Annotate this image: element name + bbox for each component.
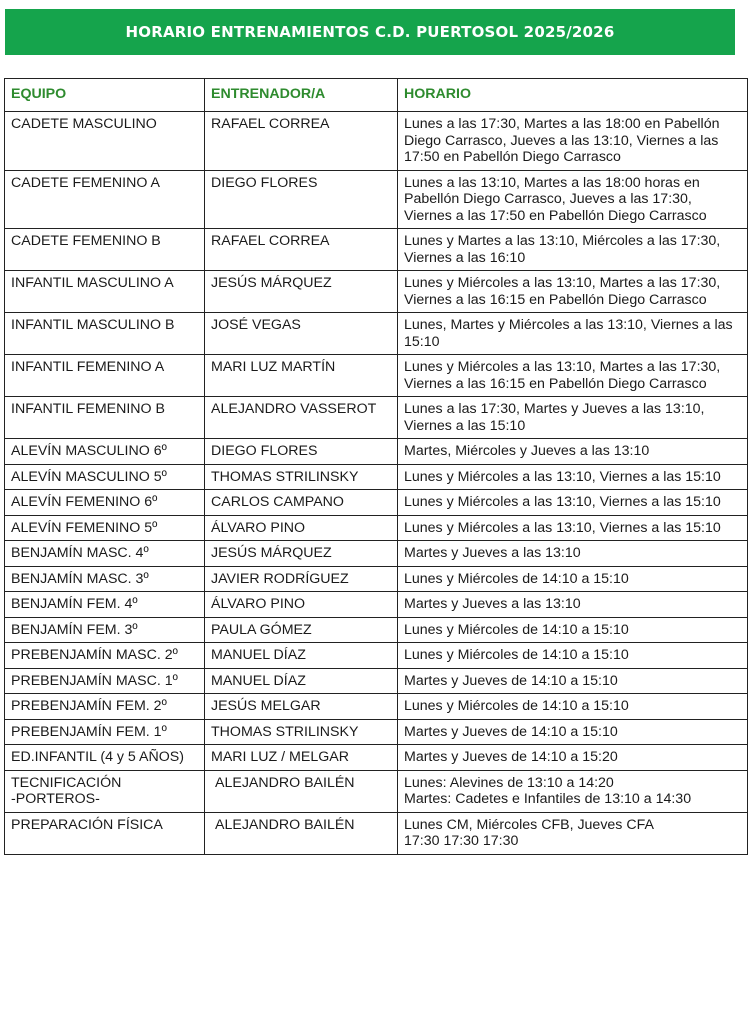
coach-cell: JESÚS MÁRQUEZ [205,271,398,313]
team-cell: CADETE FEMENINO A [5,170,205,229]
schedule-cell: Martes y Jueves a las 13:10 [398,592,748,618]
schedule-cell: Martes, Miércoles y Jueves a las 13:10 [398,439,748,465]
team-cell: PREBENJAMÍN FEM. 1º [5,719,205,745]
team-cell: CADETE FEMENINO B [5,229,205,271]
table-row [5,271,748,313]
schedule-cell: Lunes y Miércoles a las 13:10, Martes a las 17:30, Viernes a las 16:15 en Pabellón Diego Carrasco [398,355,748,397]
coach-cell: RAFAEL CORREA [205,112,398,171]
schedule-cell: Lunes y Miércoles a las 13:10, Viernes a las 15:10 [398,515,748,541]
schedule-cell: Lunes y Miércoles a las 13:10, Viernes a las 15:10 [398,490,748,516]
column-header-horario: HORARIO [398,79,748,112]
coach-cell: DIEGO FLORES [205,170,398,229]
coach-cell: JESÚS MÁRQUEZ [205,541,398,567]
table-row [5,566,748,592]
table-row [5,668,748,694]
coach-cell: ÁLVARO PINO [205,515,398,541]
team-cell: ALEVÍN MASCULINO 6º [5,439,205,465]
schedule-cell: Martes y Jueves de 14:10 a 15:10 [398,719,748,745]
table-row [5,643,748,669]
schedule-cell: Lunes y Miércoles de 14:10 a 15:10 [398,617,748,643]
table-row [5,515,748,541]
schedule-cell: Lunes y Miércoles de 14:10 a 15:10 [398,643,748,669]
coach-cell: MARI LUZ / MELGAR [205,745,398,771]
table-row [5,464,748,490]
schedule-cell: Lunes y Miércoles de 14:10 a 15:10 [398,566,748,592]
table-row [5,112,748,171]
coach-cell: CARLOS CAMPANO [205,490,398,516]
coach-cell: ÁLVARO PINO [205,592,398,618]
team-cell: TECNIFICACIÓN -PORTEROS- [5,770,205,812]
team-cell: CADETE MASCULINO [5,112,205,171]
schedule-cell: Lunes a las 17:30, Martes a las 18:00 en Pabellón Diego Carrasco, Jueves a las 13:10, Viernes a las 17:50 en Pabellón Diego Carrasco [398,112,748,171]
schedule-cell: Martes y Jueves de 14:10 a 15:10 [398,668,748,694]
coach-cell: ALEJANDRO VASSEROT [205,397,398,439]
schedule-cell: Lunes, Martes y Miércoles a las 13:10, Viernes a las 15:10 [398,313,748,355]
schedule-cell: Lunes a las 13:10, Martes a las 18:00 horas en Pabellón Diego Carrasco, Jueves a las 17:30, Viernes a las 17:50 en Pabellón Diego Carrasco [398,170,748,229]
table-row [5,170,748,229]
schedule-cell: Lunes y Miércoles a las 13:10, Martes a las 17:30, Viernes a las 16:15 en Pabellón Diego Carrasco [398,271,748,313]
team-cell: BENJAMÍN MASC. 4º [5,541,205,567]
table-row [5,313,748,355]
coach-cell: THOMAS STRILINSKY [205,719,398,745]
schedule-cell: Lunes a las 17:30, Martes y Jueves a las 13:10, Viernes a las 15:10 [398,397,748,439]
column-header-equipo: EQUIPO [5,79,205,112]
team-cell: INFANTIL FEMENINO A [5,355,205,397]
team-cell: PREPARACIÓN FÍSICA [5,812,205,854]
table-header-row [5,79,748,112]
team-cell: ALEVÍN MASCULINO 5º [5,464,205,490]
table-row [5,541,748,567]
team-cell: PREBENJAMÍN MASC. 1º [5,668,205,694]
table-row [5,617,748,643]
table-row [5,745,748,771]
team-cell: PREBENJAMÍN MASC. 2º [5,643,205,669]
table-row [5,229,748,271]
title-banner [5,9,735,55]
table-row [5,355,748,397]
team-cell: ALEVÍN FEMENINO 6º [5,490,205,516]
schedule-cell: Martes y Jueves de 14:10 a 15:20 [398,745,748,771]
table-row [5,592,748,618]
table-row [5,770,748,812]
schedule-cell: Lunes: Alevines de 13:10 a 14:20 Martes: Cadetes e Infantiles de 13:10 a 14:30 [398,770,748,812]
coach-cell: JOSÉ VEGAS [205,313,398,355]
team-cell: ALEVÍN FEMENINO 5º [5,515,205,541]
coach-cell: PAULA GÓMEZ [205,617,398,643]
schedule-cell: Lunes CM, Miércoles CFB, Jueves CFA 17:30 17:30 17:30 [398,812,748,854]
coach-cell: ALEJANDRO BAILÉN [205,812,398,854]
table-row [5,490,748,516]
schedule-cell: Martes y Jueves a las 13:10 [398,541,748,567]
coach-cell: JESÚS MELGAR [205,694,398,720]
table-row [5,812,748,854]
team-cell: BENJAMÍN FEM. 3º [5,617,205,643]
team-cell: BENJAMÍN MASC. 3º [5,566,205,592]
schedule-cell: Lunes y Miércoles de 14:10 a 15:10 [398,694,748,720]
table-row [5,439,748,465]
coach-cell: JAVIER RODRÍGUEZ [205,566,398,592]
team-cell: INFANTIL MASCULINO A [5,271,205,313]
coach-cell: MARI LUZ MARTÍN [205,355,398,397]
coach-cell: DIEGO FLORES [205,439,398,465]
coach-cell: MANUEL DÍAZ [205,643,398,669]
team-cell: PREBENJAMÍN FEM. 2º [5,694,205,720]
table-row [5,694,748,720]
team-cell: INFANTIL FEMENINO B [5,397,205,439]
coach-cell: MANUEL DÍAZ [205,668,398,694]
schedule-table [4,78,748,855]
team-cell: BENJAMÍN FEM. 4º [5,592,205,618]
coach-cell: RAFAEL CORREA [205,229,398,271]
schedule-cell: Lunes y Martes a las 13:10, Miércoles a las 17:30, Viernes a las 16:10 [398,229,748,271]
schedule-cell: Lunes y Miércoles a las 13:10, Viernes a las 15:10 [398,464,748,490]
table-row [5,719,748,745]
table-row [5,397,748,439]
page-title: HORARIO ENTRENAMIENTOS C.D. PUERTOSOL 2025/2026 [125,23,615,41]
coach-cell: THOMAS STRILINSKY [205,464,398,490]
team-cell: INFANTIL MASCULINO B [5,313,205,355]
team-cell: ED.INFANTIL (4 y 5 AÑOS) [5,745,205,771]
coach-cell: ALEJANDRO BAILÉN [205,770,398,812]
column-header-entrenador: ENTRENADOR/A [205,79,398,112]
